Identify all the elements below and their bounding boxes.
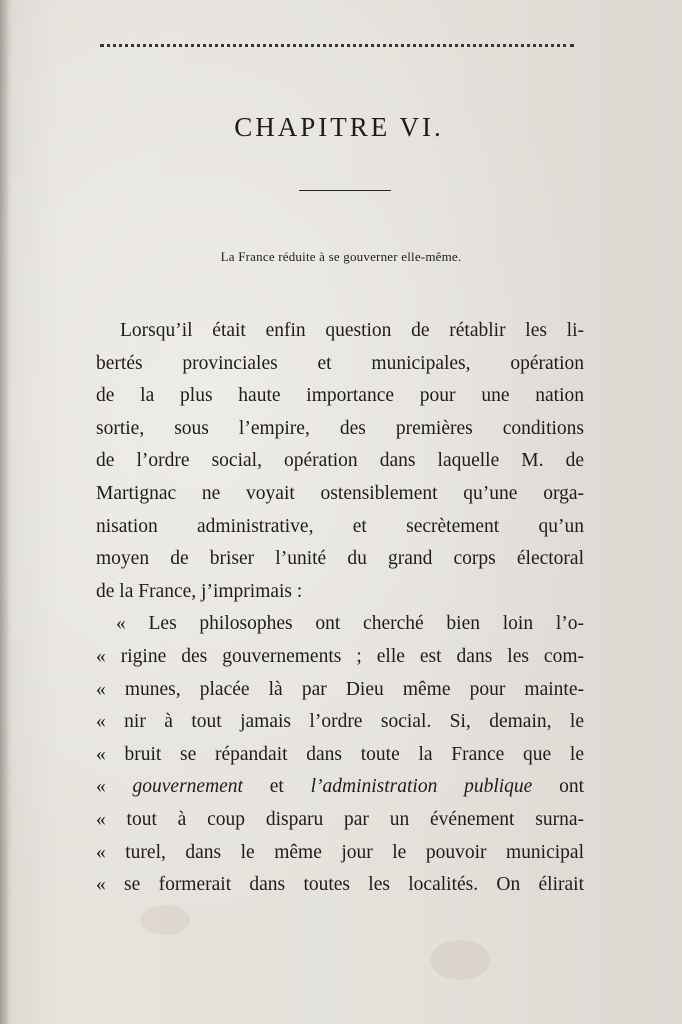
chapter-title: CHAPITRE VI. — [234, 112, 444, 142]
quote-line: « munes, placée là par Dieu même pour mainte- — [96, 678, 584, 700]
quote-line-italic — [96, 771, 584, 804]
chapter-subtitle: La France réduite à se gouverner elle-même. — [220, 249, 462, 264]
text-line: moyen de briser l’unité du grand corps électoral — [96, 548, 584, 570]
body-text — [96, 315, 584, 902]
italic-administration: l’administration publique — [310, 776, 533, 798]
italic-gouvernement: gouvernement — [132, 776, 243, 798]
quote-line: « se formerait dans toutes les localités. On élirait — [96, 874, 584, 896]
quote-line: « turel, dans le même jour le pouvoir municipal — [96, 841, 584, 863]
text-line: Lorsqu’il était enfin question de rétablir les li- — [120, 320, 584, 341]
text-line: Martignac ne voyait ostensiblement qu’une orga- — [96, 482, 584, 504]
page-gutter-shadow — [0, 0, 10, 1024]
quote-line: « tout à coup disparu par un événement surna- — [96, 808, 584, 830]
text-line: de la plus haute importance pour une nation — [96, 385, 584, 407]
paper-stain — [430, 940, 490, 980]
text-line: de la France, j’imprimais : — [96, 580, 303, 602]
quote-line: « nir à tout jamais l’ordre social. Si, demain, le — [96, 711, 584, 733]
title-separator-rule — [299, 190, 391, 191]
line-tail: ont — [532, 776, 585, 798]
quote-line: « bruit se répandait dans toute la France que le — [96, 743, 584, 765]
paper-stain — [140, 905, 190, 935]
quote-line: « rigine des gouvernements ; elle est dans les com- — [96, 645, 584, 667]
text-line: nisation administrative, et secrètement qu’un — [96, 515, 584, 537]
quote-mark: « — [96, 776, 133, 798]
text-line: bertés provinciales et municipales, opération — [96, 352, 584, 374]
text-line: de l’ordre social, opération dans laquelle M. de — [96, 450, 584, 472]
quote-line: « Les philosophes ont cherché bien loin l’o- — [116, 613, 584, 635]
top-dotted-rule — [100, 44, 574, 47]
conjunction-et: et — [242, 776, 311, 798]
text-line: sortie, sous l’empire, des premières conditions — [96, 417, 584, 439]
